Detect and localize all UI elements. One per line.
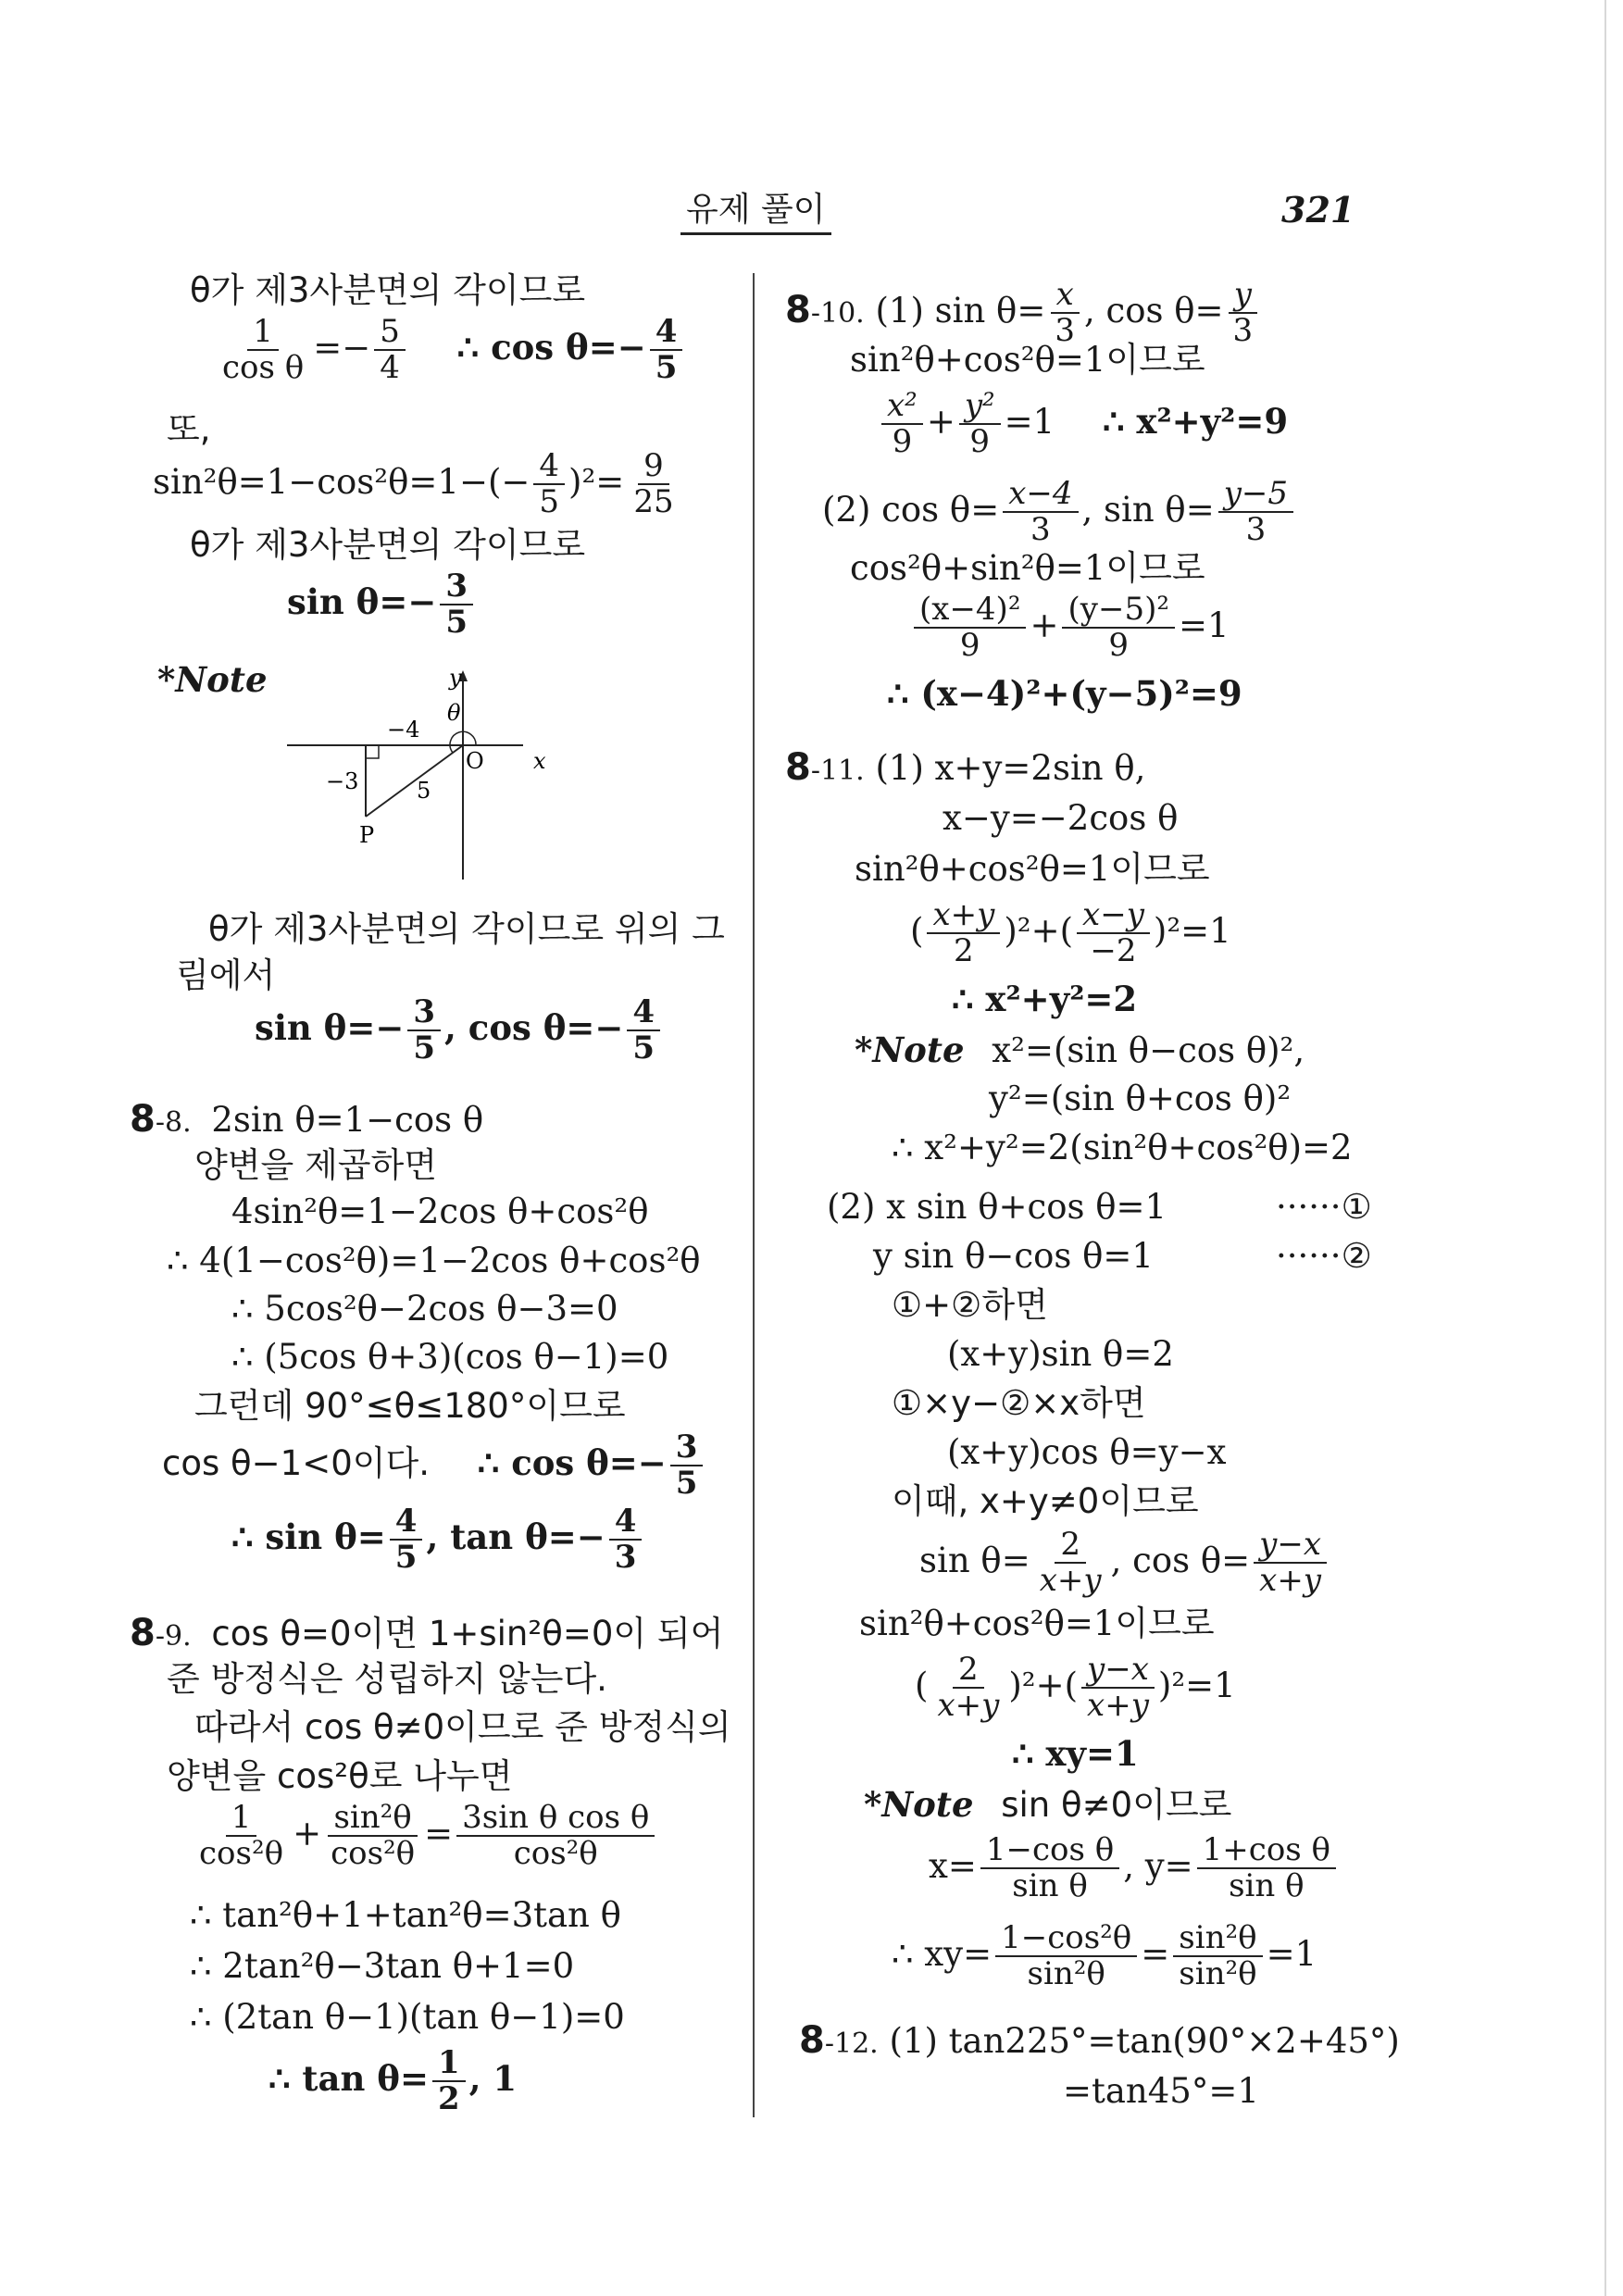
equation-line xyxy=(822,477,1297,548)
denominator: 9 xyxy=(1108,627,1130,665)
equation-line: sin²θ+cos²θ=1이므로 xyxy=(855,849,1210,889)
denominator: sin²θ xyxy=(1027,1955,1105,1993)
denominator: 5 xyxy=(632,1029,655,1067)
answer-line xyxy=(231,1504,645,1576)
fraction xyxy=(456,1801,655,1872)
fraction xyxy=(881,389,923,460)
fraction xyxy=(650,315,683,386)
operator: + xyxy=(293,1813,322,1853)
problem-number xyxy=(785,289,865,331)
equation-line: ∴ (2tan θ−1)(tan θ−1)=0 xyxy=(190,1997,625,2037)
minus-four-label: −4 xyxy=(387,717,420,742)
y-label: y xyxy=(449,665,462,691)
fraction xyxy=(1003,477,1078,548)
denominator: sin θ xyxy=(1229,1867,1305,1905)
note-line xyxy=(855,1028,1305,1073)
numerator: 3 xyxy=(407,995,441,1031)
equation-line xyxy=(910,898,1231,969)
problem-number-main: 8 xyxy=(785,746,811,789)
numerator: 3sin θ cos θ xyxy=(456,1801,655,1837)
answer-line: ∴ (x−4)²+(y−5)²=9 xyxy=(887,673,1242,714)
equation-line: =tan45°=1 xyxy=(1063,2071,1259,2111)
note-label: *Note xyxy=(855,1029,965,1070)
equation-text: )²+( xyxy=(1008,1665,1079,1705)
scan-edge-line xyxy=(1604,0,1606,2296)
numerator: y−x xyxy=(1254,1528,1327,1564)
operator: + xyxy=(1030,605,1059,645)
answer-line: ∴ xy=1 xyxy=(1012,1733,1139,1774)
note-line xyxy=(864,1782,1231,1828)
equation-text: (1) x+y=2sin θ, xyxy=(875,748,1146,788)
equation-text: )²= xyxy=(568,461,625,502)
numerator: 1 xyxy=(226,1801,257,1837)
fraction xyxy=(1077,898,1150,969)
operator: = xyxy=(1141,1933,1170,1974)
fraction xyxy=(1081,1653,1155,1724)
numerator: (y−5)² xyxy=(1062,593,1175,629)
denominator: cos²θ xyxy=(331,1835,416,1873)
equation-text: (2) cos θ= xyxy=(822,489,1000,530)
denominator: 4 xyxy=(380,349,400,387)
operator: = xyxy=(424,1813,454,1853)
equation-line: ∴ x²+y²=2(sin²θ+cos²θ)=2 xyxy=(892,1128,1353,1167)
denominator: x+y xyxy=(937,1687,1000,1725)
problem-number-sub: -10. xyxy=(810,296,865,330)
text-line: 림에서 xyxy=(176,955,276,995)
problem-number-sub: -9. xyxy=(155,1620,192,1653)
equation-line: y²=(sin θ+cos θ)² xyxy=(989,1079,1292,1118)
numerator: (x−4)² xyxy=(914,593,1026,629)
fraction xyxy=(1034,1528,1107,1599)
problem-number-sub: -8. xyxy=(155,1106,192,1139)
denominator: 9 xyxy=(892,423,913,461)
answer-text: , tan θ=− xyxy=(426,1516,606,1557)
equation-text: ∴ xy= xyxy=(892,1933,993,1974)
problem-number-sub: -11. xyxy=(810,755,865,787)
equation-line xyxy=(162,1430,706,1502)
answer-text: , 1 xyxy=(468,2057,518,2099)
problem-number xyxy=(799,2019,879,2062)
numerator: 4 xyxy=(609,1504,643,1541)
equation-line: (x+y)cos θ=y−x xyxy=(947,1432,1227,1472)
numerator: x xyxy=(1051,278,1080,314)
numerator: 1 xyxy=(432,2046,466,2082)
equation-text: )²+( xyxy=(1004,910,1074,951)
text-line: 준 방정식은 성립하지 않는다. xyxy=(167,1659,607,1699)
fraction xyxy=(1254,1528,1327,1599)
diagram-svg xyxy=(278,667,556,889)
fraction xyxy=(1062,593,1175,664)
fraction xyxy=(609,1504,643,1576)
equation-text: , y= xyxy=(1123,1845,1193,1886)
equation-text: sin²θ=1−cos²θ=1−(− xyxy=(153,461,531,502)
numerator: 3 xyxy=(670,1430,704,1466)
equation-text: =− xyxy=(313,327,371,368)
text-line: 이때, x+y≠0이므로 xyxy=(892,1481,1199,1521)
page-number: 321 xyxy=(1281,189,1355,231)
problem-number xyxy=(130,1098,192,1141)
equation-line: sin²θ+cos²θ=1이므로 xyxy=(859,1603,1215,1643)
column-divider xyxy=(753,273,755,2117)
fraction xyxy=(670,1430,704,1502)
text-line: θ가 제3사분면의 각이므로 xyxy=(190,525,586,565)
denominator: 3 xyxy=(1245,511,1267,549)
problem-number xyxy=(130,1612,192,1654)
equation-line xyxy=(827,1185,1167,1229)
equation-line xyxy=(213,315,686,386)
numerator: 1+cos θ xyxy=(1197,1833,1336,1869)
right-angle-mark xyxy=(366,745,379,758)
numerator: x−4 xyxy=(1003,477,1078,513)
equation-line: ∴ tan²θ+1+tan²θ=3tan θ xyxy=(190,1895,621,1935)
equation-line xyxy=(153,449,683,520)
origin-label: O xyxy=(466,748,484,774)
answer-text: ∴ x²+y²=9 xyxy=(1102,400,1289,442)
text-line: θ가 제3사분면의 각이므로 xyxy=(190,270,586,310)
denominator: 3 xyxy=(1232,312,1254,350)
equation-text: x²=(sin θ−cos θ)², xyxy=(992,1030,1305,1070)
numerator: x+y xyxy=(927,898,1000,934)
equation-line: 4sin²θ=1−2cos θ+cos²θ xyxy=(231,1192,649,1231)
equation-text: x= xyxy=(929,1845,977,1886)
problem-number-main: 8 xyxy=(130,1098,156,1141)
equation-line xyxy=(915,1653,1236,1724)
denominator: sin θ xyxy=(1012,1867,1088,1905)
equation-line: ∴ 2tan²θ−3tan θ+1=0 xyxy=(190,1946,575,1986)
denominator: 5 xyxy=(675,1465,698,1503)
numerator: sin²θ xyxy=(328,1801,417,1837)
fraction xyxy=(440,569,473,641)
denominator: 25 xyxy=(633,483,674,521)
denominator: 9 xyxy=(959,627,980,665)
minus-three-label: −3 xyxy=(326,768,359,794)
answer-text: ∴ cos θ=− xyxy=(477,1441,667,1483)
text-line: ①×y−②×x하면 xyxy=(892,1383,1146,1423)
equation-text: )²=1 xyxy=(1157,1665,1236,1705)
answer-text: , cos θ=− xyxy=(444,1006,624,1048)
fraction xyxy=(407,995,441,1067)
numerator: 1 xyxy=(247,315,279,351)
numerator: 4 xyxy=(390,1504,423,1541)
operator: + xyxy=(926,401,955,442)
denominator: sin²θ xyxy=(1179,1955,1257,1993)
hypotenuse-five-label: 5 xyxy=(417,778,431,804)
numerator: x−y xyxy=(1077,898,1150,934)
equation-text: =1 xyxy=(1266,1933,1317,1974)
problem-8-8-header xyxy=(130,1097,483,1145)
numerator: 5 xyxy=(374,315,406,351)
problem-8-12-header xyxy=(799,2018,1400,2066)
fraction xyxy=(914,593,1026,664)
fraction xyxy=(995,1921,1137,1992)
numerator: y xyxy=(1229,278,1257,314)
equation-line: y sin θ−cos θ=1 xyxy=(873,1236,1154,1276)
theta-label: θ xyxy=(447,700,461,726)
answer-text: sin θ=− xyxy=(287,580,437,622)
problem-number-main: 8 xyxy=(130,1612,156,1654)
equation-marker: ······① xyxy=(1276,1187,1372,1227)
numerator: y−x xyxy=(1081,1653,1155,1689)
numerator: 2 xyxy=(1055,1528,1086,1564)
equation-text: cos θ=0이면 1+sin²θ=0이 되어 xyxy=(211,1614,724,1653)
fraction xyxy=(628,449,679,520)
equation-line: ∴ 4(1−cos²θ)=1−2cos θ+cos²θ xyxy=(167,1241,701,1280)
equation-text: , sin θ= xyxy=(1081,489,1215,530)
equation-line: sin²θ+cos²θ=1이므로 xyxy=(850,340,1205,380)
denominator: x+y xyxy=(1259,1562,1322,1600)
text-line: 따라서 cos θ≠0이므로 준 방정식의 xyxy=(194,1707,731,1747)
answer-text: sin θ=− xyxy=(255,1006,405,1048)
equation-text: (1) sin θ= xyxy=(875,290,1046,331)
equation-text: )²=1 xyxy=(1153,910,1231,951)
fraction xyxy=(390,1504,423,1576)
equation-text: =1 xyxy=(1178,605,1230,645)
denominator: 3 xyxy=(1030,511,1051,549)
numerator: 3 xyxy=(440,569,473,605)
denominator: 2 xyxy=(437,2080,460,2118)
fraction xyxy=(1197,1833,1336,1904)
hypotenuse xyxy=(366,745,463,817)
fraction xyxy=(980,1833,1119,1904)
right-column xyxy=(785,268,1400,2120)
denominator: x+y xyxy=(1039,1562,1102,1600)
fraction xyxy=(927,898,1000,969)
point-p-label: P xyxy=(359,822,375,848)
denominator: 5 xyxy=(539,483,560,521)
paren: ( xyxy=(915,1665,929,1705)
equation-text: (1) tan225°=tan(90°×2+45°) xyxy=(889,2021,1400,2061)
equation-line: cos²θ+sin²θ=1이므로 xyxy=(850,548,1205,588)
fraction xyxy=(217,315,309,386)
fraction xyxy=(1228,278,1259,349)
answer-line xyxy=(268,2046,517,2117)
text-line: 양변을 제곱하면 xyxy=(194,1145,437,1185)
equation-line: ∴ (5cos θ+3)(cos θ−1)=0 xyxy=(231,1337,669,1377)
denominator: 5 xyxy=(394,1539,418,1577)
equation-text: cos θ−1<0이다. xyxy=(162,1442,430,1483)
x-label: x xyxy=(533,748,546,774)
left-column xyxy=(130,268,741,2120)
equation-text: =1 xyxy=(1004,401,1055,442)
equation-text: (2) x sin θ+cos θ=1 xyxy=(827,1187,1167,1227)
answer-line xyxy=(287,569,477,641)
answer-line xyxy=(255,995,664,1067)
fraction xyxy=(1173,1921,1262,1992)
denominator: 5 xyxy=(445,604,468,642)
denominator: 5 xyxy=(413,1029,436,1067)
equation-line xyxy=(878,389,1288,460)
denominator: 3 xyxy=(614,1539,637,1577)
numerator: 9 xyxy=(638,449,669,485)
problem-number-sub: -12. xyxy=(824,2028,879,2060)
text-line: 그런데 90°≤θ≤180°이므로 xyxy=(194,1386,626,1426)
answer-line: ∴ x²+y²=2 xyxy=(952,979,1138,1019)
equation-marker: ······② xyxy=(1276,1236,1372,1276)
numerator: 4 xyxy=(650,315,683,351)
equation-text: sin θ= xyxy=(919,1540,1030,1580)
equation-line: ∴ 5cos²θ−2cos θ−3=0 xyxy=(231,1289,618,1329)
equation-line xyxy=(929,1833,1340,1904)
answer-text: ∴ tan θ= xyxy=(268,2057,429,2099)
equation-text: , cos θ= xyxy=(1083,290,1224,331)
text-line: 또, xyxy=(167,409,211,449)
denominator: 9 xyxy=(969,423,991,461)
problem-8-9-header xyxy=(130,1611,723,1659)
denominator: 5 xyxy=(655,349,678,387)
numerator: x² xyxy=(881,389,923,425)
numerator: y−5 xyxy=(1218,477,1293,513)
fraction xyxy=(931,1653,1005,1724)
answer-text: ∴ cos θ=− xyxy=(456,326,646,368)
fraction xyxy=(627,995,660,1067)
fraction xyxy=(325,1801,420,1872)
note-label: *Note xyxy=(864,1784,974,1825)
page-header-title: 유제 풀이 xyxy=(680,190,831,235)
fraction xyxy=(1218,477,1293,548)
text-line: ①+②하면 xyxy=(892,1285,1048,1325)
equation-line xyxy=(892,1921,1317,1992)
denominator: 3 xyxy=(1055,312,1075,350)
problem-number xyxy=(785,746,865,789)
denominator: −2 xyxy=(1090,932,1137,970)
equation-line: (x+y)sin θ=2 xyxy=(947,1334,1174,1374)
denominator: cos²θ xyxy=(199,1835,284,1873)
numerator: 4 xyxy=(533,449,565,485)
problem-number-main: 8 xyxy=(799,2019,825,2062)
numerator: 1−cos²θ xyxy=(995,1921,1137,1957)
fraction xyxy=(374,315,406,386)
equation-line: x−y=−2cos θ xyxy=(943,798,1179,838)
equation-line xyxy=(190,1801,658,1872)
problem-number-main: 8 xyxy=(785,288,811,331)
numerator: 1−cos θ xyxy=(980,1833,1119,1869)
numerator: sin²θ xyxy=(1173,1921,1262,1957)
numerator: 4 xyxy=(627,995,660,1031)
answer-text: ∴ sin θ= xyxy=(231,1516,386,1557)
equation-text: , cos θ= xyxy=(1110,1540,1251,1580)
denominator: 2 xyxy=(954,932,974,970)
numerator: 2 xyxy=(953,1653,984,1689)
fraction xyxy=(432,2046,466,2117)
denominator: cos θ xyxy=(222,349,305,387)
text-line: 양변을 cos²θ로 나누면 xyxy=(167,1756,513,1796)
fraction xyxy=(533,449,565,520)
paren: ( xyxy=(910,910,924,951)
denominator: x+y xyxy=(1087,1687,1149,1725)
equation-text: 2sin θ=1−cos θ xyxy=(211,1100,484,1140)
fraction xyxy=(959,389,1001,460)
note-label: *Note xyxy=(157,659,268,700)
equation-line xyxy=(910,593,1230,664)
quadrant-diagram xyxy=(278,667,556,889)
text-line: θ가 제3사분면의 각이므로 위의 그 xyxy=(208,909,725,949)
problem-8-11-header xyxy=(785,745,1145,793)
denominator: cos²θ xyxy=(513,1835,598,1873)
fraction xyxy=(194,1801,289,1872)
numerator: y² xyxy=(959,389,1001,425)
equation-line xyxy=(919,1528,1330,1599)
equation-text: sin θ≠0이므로 xyxy=(1001,1785,1232,1825)
